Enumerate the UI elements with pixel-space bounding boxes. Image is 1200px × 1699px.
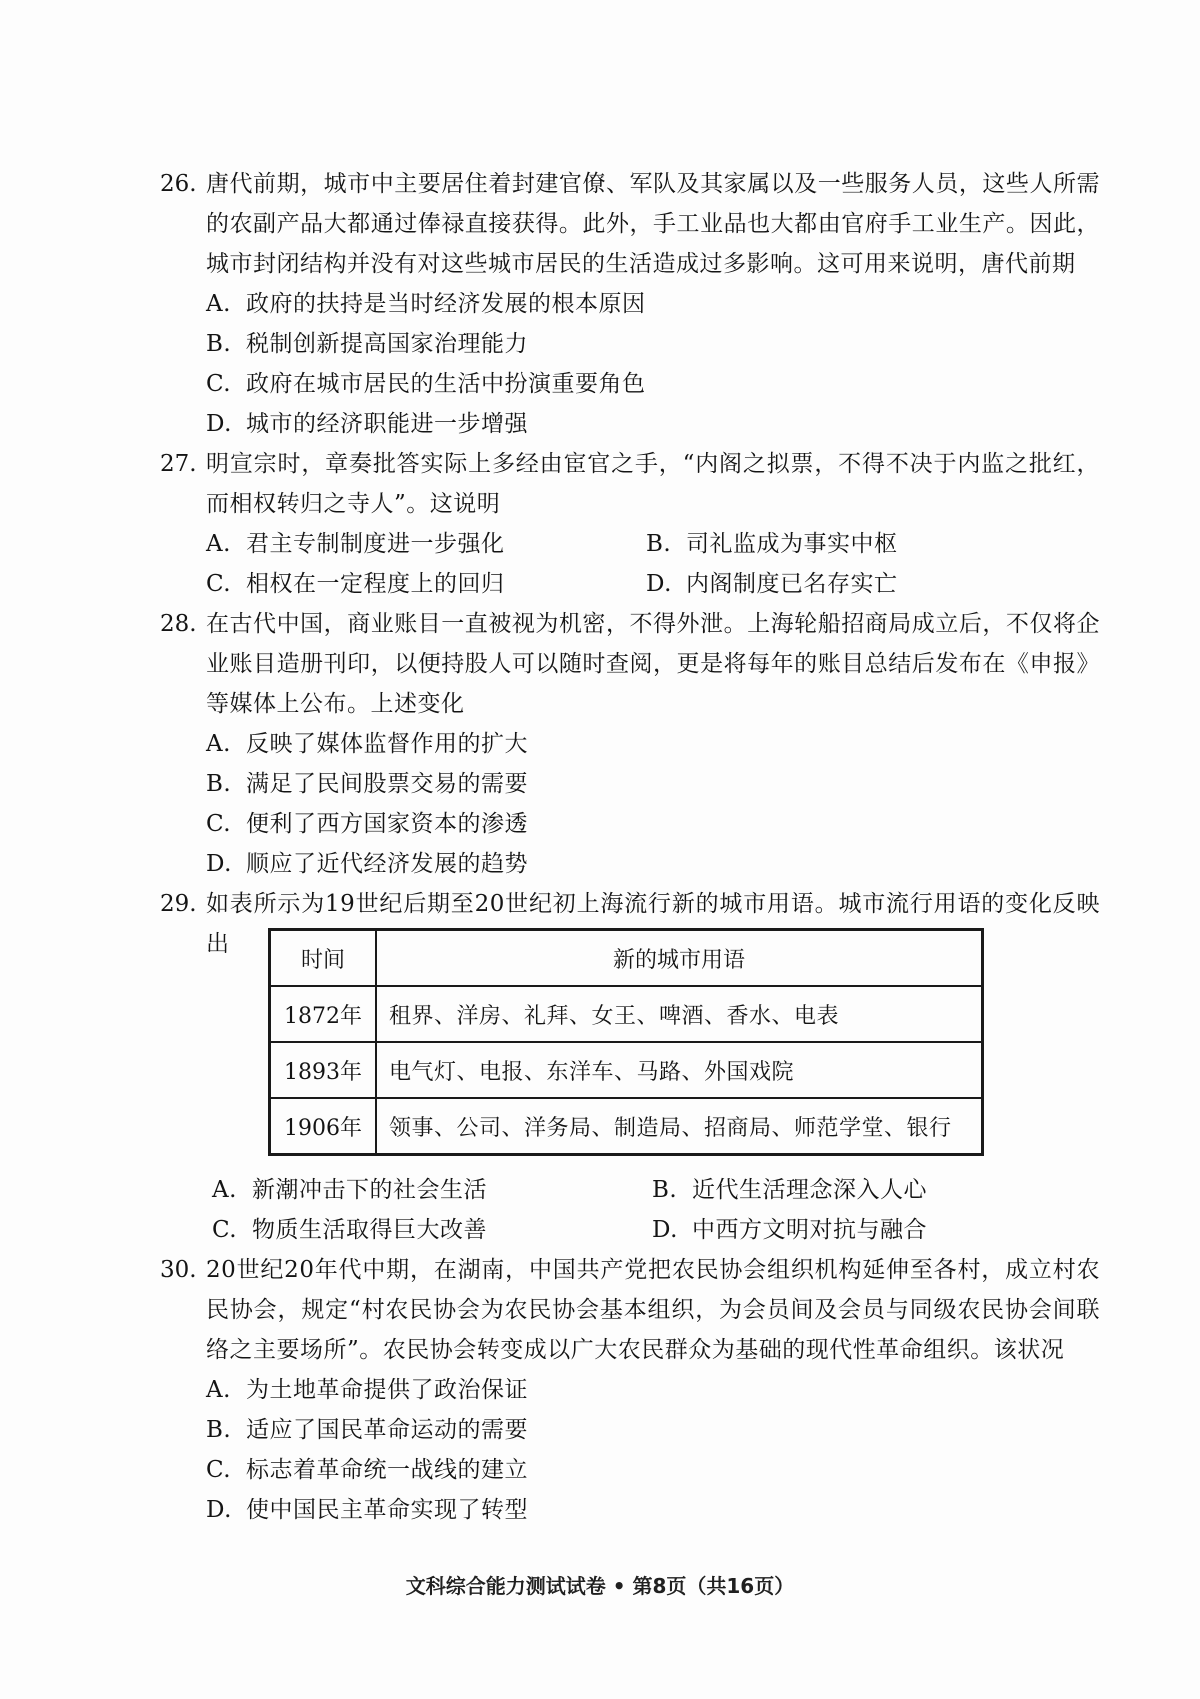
option-letter: D. (652, 1217, 678, 1243)
table-cell-year: 1872年 (270, 986, 377, 1042)
option-text: 君主专制制度进一步强化 (246, 531, 505, 557)
option-c (206, 804, 528, 844)
question-text: 20世纪20年代中期，在湖南，中国共产党把农民协会组织机构延伸至各村，成立村农民协会，规定“村农民协会为农民协会基本组织，为会员间及会员与同级农民协会间联络之主要场所”。农民协会转变成以广大农民群众为基础的现代性革命组织。该状况 (206, 1257, 1100, 1363)
option-letter: B. (652, 1177, 678, 1203)
option-letter: C. (206, 371, 232, 397)
option-letter: D. (206, 851, 232, 877)
options (212, 1170, 1100, 1250)
option-letter: B. (206, 331, 232, 357)
option-letter: A. (206, 291, 231, 317)
page-footer: 文科综合能力测试试卷 • 第8页（共16页） (405, 1574, 795, 1598)
options (206, 724, 1100, 884)
option-d (206, 844, 528, 884)
table-header-terms: 新的城市用语 (376, 930, 983, 987)
question-number: 29. (160, 891, 197, 917)
question-number: 27. (160, 451, 197, 477)
question-27 (160, 444, 1100, 604)
option-text: 城市的经济职能进一步增强 (246, 411, 528, 437)
option-d (206, 404, 528, 444)
option-b (652, 1170, 927, 1210)
option-b (206, 1410, 528, 1450)
option-b (206, 764, 528, 804)
option-letter: C. (206, 811, 232, 837)
question-text: 明宣宗时，章奏批答实际上多经由宦官之手，“内阁之拟票，不得不决于内监之批红，而相权转归之寺人”。这说明 (206, 451, 1100, 517)
question-30 (160, 1250, 1100, 1530)
option-c (206, 564, 646, 604)
option-d (206, 1490, 528, 1530)
table-header-time: 时间 (270, 930, 377, 987)
option-letter: D. (206, 411, 232, 437)
table-cell-terms: 租界、洋房、礼拜、女王、啤酒、香水、电表 (376, 986, 983, 1042)
option-text: 新潮冲击下的社会生活 (252, 1177, 487, 1203)
option-text: 为土地革命提供了政治保证 (246, 1377, 528, 1403)
option-b (646, 524, 898, 564)
table-row (270, 1042, 983, 1098)
option-c (212, 1210, 652, 1250)
option-letter: A. (206, 1377, 231, 1403)
option-letter: B. (206, 1417, 232, 1443)
option-text: 近代生活理念深入人心 (692, 1177, 927, 1203)
table-row (270, 1098, 983, 1155)
options (206, 284, 1100, 444)
option-c (206, 364, 646, 404)
option-b (206, 324, 528, 364)
options (206, 1370, 1100, 1530)
question-number: 30. (160, 1257, 197, 1283)
table-cell-terms: 领事、公司、洋务局、制造局、招商局、师范学堂、银行 (376, 1098, 983, 1155)
option-text: 政府在城市居民的生活中扮演重要角色 (246, 371, 646, 397)
option-a (206, 524, 646, 564)
option-text: 内阁制度已名存实亡 (686, 571, 898, 597)
option-text: 税制创新提高国家治理能力 (246, 331, 528, 357)
option-letter: D. (206, 1497, 232, 1523)
question-26 (160, 164, 1100, 444)
question-text: 唐代前期，城市中主要居住着封建官僚、军队及其家属以及一些服务人员，这些人所需的农副产品大都通过俸禄直接获得。此外，手工业品也大都由官府手工业生产。因此，城市封闭结构并没有对这些城市居民的生活造成过多影响。这可用来说明，唐代前期 (206, 171, 1100, 277)
table-cell-year: 1893年 (270, 1042, 377, 1098)
option-text: 标志着革命统一战线的建立 (246, 1457, 528, 1483)
option-letter: C. (206, 1457, 232, 1483)
table-cell-year: 1906年 (270, 1098, 377, 1155)
option-letter: A. (212, 1177, 237, 1203)
question-28 (160, 604, 1100, 884)
option-text: 司礼监成为事实中枢 (686, 531, 898, 557)
table-cell-terms: 电气灯、电报、东洋车、马路、外国戏院 (376, 1042, 983, 1098)
question-text: 如表所示为19世纪后期至20世纪初上海流行新的城市用语。城市流行用语的变化反映出 (206, 891, 1100, 957)
option-text: 适应了国民革命运动的需要 (246, 1417, 528, 1443)
option-letter: C. (206, 571, 232, 597)
option-text: 相权在一定程度上的回归 (246, 571, 505, 597)
option-letter: A. (206, 531, 231, 557)
option-letter: B. (206, 771, 232, 797)
question-stem (160, 1250, 1100, 1370)
option-letter: D. (646, 571, 672, 597)
option-text: 物质生活取得巨大改善 (252, 1217, 487, 1243)
option-text: 反映了媒体监督作用的扩大 (246, 731, 528, 757)
question-text: 在古代中国，商业账目一直被视为机密，不得外泄。上海轮船招商局成立后，不仅将企业账目造册刊印，以便持股人可以随时查阅，更是将每年的账目总结后发布在《申报》等媒体上公布。上述变化 (206, 611, 1100, 717)
option-text: 满足了民间股票交易的需要 (246, 771, 528, 797)
option-text: 便利了西方国家资本的渗透 (246, 811, 528, 837)
option-text: 顺应了近代经济发展的趋势 (246, 851, 528, 877)
option-c (206, 1450, 528, 1490)
option-letter: A. (206, 731, 231, 757)
option-text: 中西方文明对抗与融合 (692, 1217, 927, 1243)
question-29-options (160, 1170, 1100, 1250)
city-terms-table (268, 928, 984, 1156)
table-header-row (270, 930, 983, 987)
options (206, 524, 1100, 604)
question-stem (160, 444, 1100, 524)
question-number: 26. (160, 171, 197, 197)
option-a (206, 1370, 528, 1410)
option-text: 政府的扶持是当时经济发展的根本原因 (246, 291, 646, 317)
question-stem (160, 164, 1100, 284)
option-a (206, 724, 528, 764)
option-letter: C. (212, 1217, 238, 1243)
option-a (206, 284, 646, 324)
option-d (652, 1210, 927, 1250)
option-a (212, 1170, 652, 1210)
option-text: 使中国民主革命实现了转型 (246, 1497, 528, 1523)
table-row (270, 986, 983, 1042)
option-d (646, 564, 898, 604)
question-number: 28. (160, 611, 197, 637)
question-stem (160, 604, 1100, 724)
option-letter: B. (646, 531, 672, 557)
